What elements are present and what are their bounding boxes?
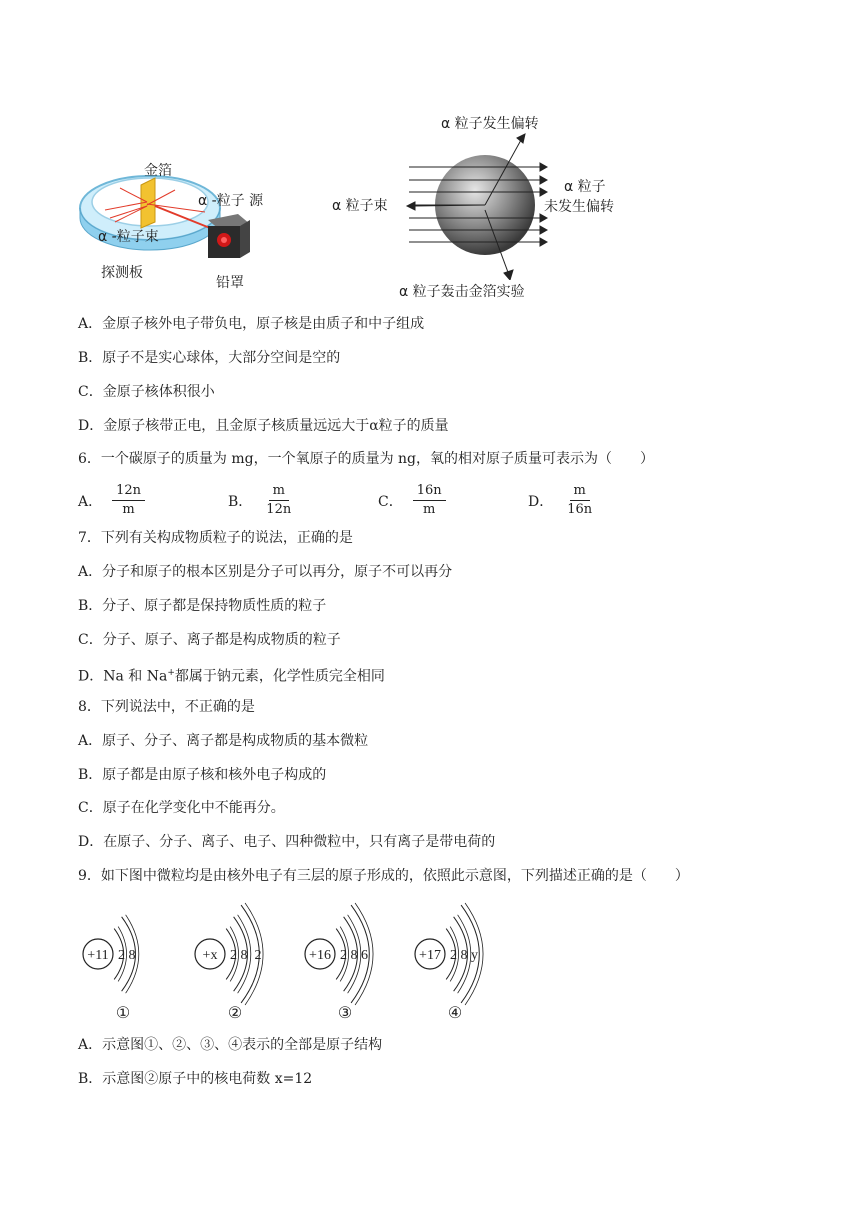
superscript-plus: + bbox=[167, 668, 175, 678]
numerator: m bbox=[570, 482, 590, 501]
q7-stem: 7．下列有关构成物质粒子的说法，正确的是 bbox=[78, 530, 353, 546]
undeflected-label-2: 未发生偏转 bbox=[544, 199, 614, 215]
nucleus-charge: +16 bbox=[309, 948, 331, 963]
beam-label: α 粒子束 bbox=[332, 198, 388, 214]
scattering-caption: α 粒子轰击金箔实验 bbox=[399, 284, 525, 300]
q8-option-b: B．原子都是由原子核和核外电子构成的 bbox=[78, 767, 327, 783]
gold-foil-label: 金箔 bbox=[144, 163, 172, 179]
shell-electrons: 2 8 2 bbox=[230, 948, 262, 963]
alpha-beam-label: α -粒子束 bbox=[98, 229, 159, 245]
q9-stem: 9．如下图中微粒均是由核外电子有三层的原子形成的，依照此示意图，下列描述正确的是（ ） bbox=[78, 868, 689, 884]
q8-stem: 8．下列说法中，不正确的是 bbox=[78, 699, 255, 715]
undeflected-label-1: α 粒子 bbox=[564, 179, 606, 195]
q6-option-a bbox=[78, 482, 145, 519]
q6-option-b bbox=[228, 482, 295, 519]
q8-option-d: D．在原子、分子、离子、电子、四种微粒中，只有离子是带电荷的 bbox=[78, 834, 496, 850]
option-letter: A． bbox=[78, 493, 103, 510]
nucleus-charge: +17 bbox=[419, 948, 441, 963]
q7-option-d bbox=[78, 663, 385, 687]
denominator: 12n bbox=[266, 502, 292, 517]
q5-option-b: B．原子不是实心球体，大部分空间是空的 bbox=[78, 350, 341, 366]
shell-electrons: 2 8 6 bbox=[340, 948, 368, 963]
q9-option-b: B．示意图②原子中的核电荷数 x=12 bbox=[78, 1071, 313, 1087]
alpha-source-label: α -粒子 源 bbox=[198, 193, 264, 209]
numerator: 12n bbox=[112, 482, 145, 501]
diagram-label: ③ bbox=[337, 1005, 353, 1022]
denominator: 16n bbox=[567, 502, 593, 517]
option-d-prefix: D．Na 和 Na bbox=[78, 668, 168, 685]
denominator: m bbox=[423, 502, 436, 517]
atom-diagrams-drawing bbox=[70, 900, 510, 1026]
atom-diagram-4 bbox=[415, 903, 483, 1022]
lead-shield-label: 铅罩 bbox=[216, 275, 244, 291]
option-letter: D． bbox=[528, 493, 554, 510]
option-d-suffix: 都属于钠元素，化学性质完全相同 bbox=[174, 668, 385, 685]
option-letter: C． bbox=[378, 493, 403, 510]
detector-label: 探测板 bbox=[101, 265, 143, 281]
deflected-label: α 粒子发生偏转 bbox=[441, 116, 539, 132]
shell-electrons: 2 8 y bbox=[450, 948, 478, 963]
scattering-drawing bbox=[395, 130, 555, 280]
q8-option-a: A．原子、分子、离子都是构成物质的基本微粒 bbox=[78, 733, 369, 749]
q7-option-c: C．分子、原子、离子都是构成物质的粒子 bbox=[78, 632, 341, 648]
q6-stem: 6．一个碳原子的质量为 mg，一个氧原子的质量为 ng，氧的相对原子质量可表示为（ ） bbox=[78, 451, 655, 467]
option-letter: B． bbox=[228, 493, 253, 510]
q5-option-d: D．金原子核带正电，且金原子核质量远远大于α粒子的质量 bbox=[78, 418, 449, 434]
shell-electrons: 2 8 bbox=[118, 948, 136, 963]
atom-diagram-1 bbox=[83, 915, 139, 1022]
fraction bbox=[262, 482, 295, 519]
nucleus-charge: +11 bbox=[87, 948, 109, 963]
q7-option-b: B．分子、原子都是保持物质性质的粒子 bbox=[78, 598, 327, 614]
scattering-figure bbox=[395, 130, 555, 280]
numerator: m bbox=[269, 482, 289, 501]
atom-diagrams bbox=[70, 900, 510, 1026]
q6-option-c bbox=[378, 482, 446, 519]
q8-option-c: C．原子在化学变化中不能再分。 bbox=[78, 800, 285, 816]
fraction bbox=[112, 482, 145, 519]
diagram-label: ② bbox=[227, 1005, 243, 1022]
q5-option-a: A．金原子核外电子带负电，原子核是由质子和中子组成 bbox=[78, 316, 425, 332]
q6-option-d bbox=[528, 482, 596, 519]
fraction bbox=[413, 482, 446, 519]
denominator: m bbox=[122, 502, 135, 517]
atom-diagram-3 bbox=[305, 903, 373, 1022]
q5-option-c: C．金原子核体积很小 bbox=[78, 384, 215, 400]
q9-option-a: A．示意图①、②、③、④表示的全部是原子结构 bbox=[78, 1037, 383, 1053]
atom-diagram-2 bbox=[195, 903, 263, 1022]
nucleus-charge: +x bbox=[202, 948, 218, 963]
numerator: 16n bbox=[413, 482, 446, 501]
diagram-label: ④ bbox=[447, 1005, 463, 1022]
diagram-label: ① bbox=[115, 1005, 131, 1022]
q7-option-a: A．分子和原子的根本区别是分子可以再分，原子不可以再分 bbox=[78, 564, 453, 580]
fraction bbox=[563, 482, 596, 519]
